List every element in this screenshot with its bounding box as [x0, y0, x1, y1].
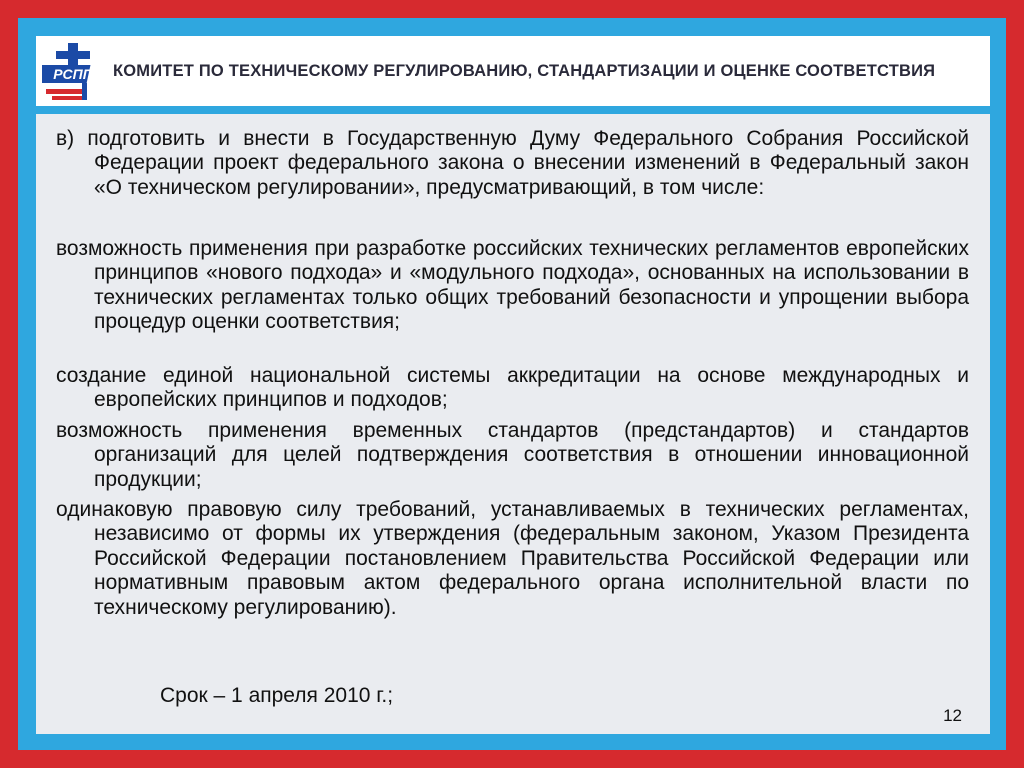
paragraph-5: одинаковую правовую силу требований, устанавливаемых в технических регламентах, независимо от формы их утверждения (федеральным законом, Указом Президента Российской Федерации постановлением Правительства Российской Федерации или нормативным правовым актом федерального органа исполнительной власти по техническому регулированию). [56, 498, 969, 619]
paragraph-1: в) подготовить и внести в Государственную Думу Федерального Собрания Российской Федерации проект федерального закона о внесении изменений в Федеральный закон «О техническом регулировании», предусматривающий, в том числе: [56, 127, 969, 199]
header-title: КОМИТЕТ ПО ТЕХНИЧЕСКОМУ РЕГУЛИРОВАНИЮ, СТАНДАРТИЗАЦИИ И ОЦЕНКЕ СООТВЕТСТВИЯ [113, 61, 936, 80]
logo-text: РСПП [53, 66, 93, 82]
deadline-text: Срок – 1 апреля 2010 г.; [160, 684, 394, 707]
paragraph-2: возможность применения при разработке российских технических регламентов европейских принципов «нового подхода» и «модульного подхода», основанных на использовании в технических регламентах только общих требований безопасности и упрощении выбора процедур оценки соответствия; [56, 237, 969, 334]
paragraph-4: возможность применения временных стандартов (предстандартов) и стандартов организаций для целей подтверждения соответствия в отношении инновационной продукции; [56, 419, 969, 491]
page-number: 12 [943, 706, 962, 725]
rspp-logo [42, 39, 106, 103]
slide-header [36, 36, 990, 106]
slide-content [36, 114, 990, 734]
paragraph-3: создание единой национальной системы аккредитации на основе международных и европейских принципов и подходов; [56, 364, 969, 412]
